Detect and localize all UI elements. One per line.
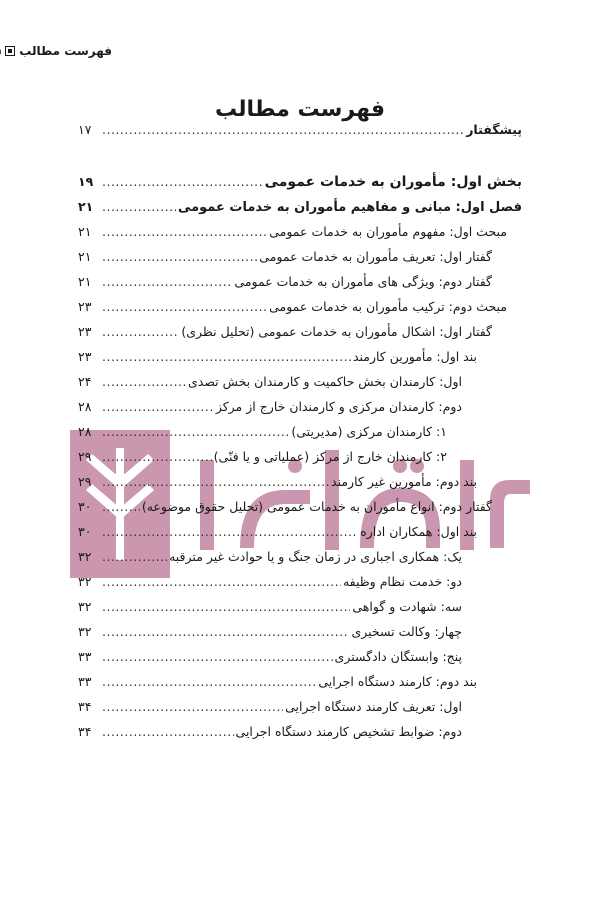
running-head-title: فهرست مطالب	[19, 44, 112, 58]
toc-entry[interactable]	[78, 497, 492, 517]
toc-entry-page: ۳۳	[78, 674, 92, 689]
toc-entry[interactable]	[78, 697, 462, 717]
toc-entry[interactable]	[78, 197, 522, 217]
toc-entry[interactable]	[78, 447, 447, 467]
toc-entry[interactable]	[78, 347, 477, 367]
toc-entry[interactable]	[78, 722, 462, 742]
toc-entry-title: بند اول: مأمورین کارمند	[352, 349, 477, 364]
dot-leader	[102, 597, 350, 617]
toc-entry-page: ۳۲	[78, 624, 92, 639]
toc-entry-title: اول: کارمندان بخش حاکمیت و کارمندان بخش تصدی	[188, 374, 462, 389]
toc-entry-title: یک: همکاری اجباری در زمان جنگ و یا حوادث غیر مترقبه	[169, 549, 462, 564]
dot-leader	[102, 647, 333, 667]
dot-leader	[102, 697, 283, 717]
toc-entry-page: ۲۱	[78, 274, 92, 289]
toc-entry[interactable]	[78, 422, 447, 442]
toc-entry-title: بند اول: همکاران اداره	[360, 524, 477, 539]
dot-leader	[102, 372, 186, 392]
toc-entry-title: دوم: کارمندان مرکزی و کارمندان خارج از مرکز	[215, 399, 462, 414]
toc-entry-title: گفتار اول: اشکال مأموران به خدمات عمومی (تحلیل نظری)	[181, 324, 492, 339]
dot-leader	[102, 297, 267, 317]
dot-leader	[102, 247, 257, 267]
toc-entry-title: ۱: کارمندان مرکزی (مدیریتی)	[291, 424, 447, 439]
dot-leader	[102, 120, 464, 140]
toc-entry-page: ۲۴	[78, 374, 92, 389]
dot-leader	[102, 347, 351, 367]
toc-entry-page: ۲۱	[78, 249, 92, 264]
toc-entry-page: ۲۱	[78, 224, 92, 239]
toc-entry-page: ۲۳	[78, 349, 92, 364]
toc-entry-page: ۱۹	[78, 174, 94, 189]
toc-entry[interactable]	[78, 472, 477, 492]
toc-entry-page: ۱۷	[78, 122, 92, 137]
toc-entry-title: سه: شهادت و گواهی	[352, 599, 462, 614]
toc-entry-page: ۳۴	[78, 699, 92, 714]
toc-entry[interactable]	[78, 622, 462, 642]
toc-entry-page: ۳۴	[78, 724, 92, 739]
toc-entry[interactable]	[78, 247, 492, 267]
toc-entry-page: ۳۲	[78, 574, 92, 589]
toc-entry-title: فصل اول: مبانی و مفاهیم مأموران به خدمات عمومی	[177, 200, 522, 215]
toc-entry-page: ۳۲	[78, 549, 92, 564]
toc-entry[interactable]	[78, 172, 522, 192]
toc-entry-page: ۳۳	[78, 649, 92, 664]
toc-entry[interactable]	[78, 597, 462, 617]
toc-entry-page: ۳۰	[78, 524, 92, 539]
toc-entry-title: بند دوم: کارمند دستگاه اجرایی	[318, 674, 477, 689]
dot-leader	[102, 397, 214, 417]
dot-leader	[102, 197, 176, 217]
toc-entry-page: ۳۰	[78, 499, 92, 514]
dot-leader	[102, 522, 358, 542]
toc-entry-page: ۳۲	[78, 599, 92, 614]
toc-entry[interactable]	[78, 647, 462, 667]
toc-entry-title: اول: تعریف کارمند دستگاه اجرایی	[285, 699, 462, 714]
dot-leader	[102, 272, 232, 292]
dot-leader	[102, 222, 267, 242]
toc-entry[interactable]	[78, 397, 462, 417]
dot-leader	[102, 572, 341, 592]
dot-leader	[102, 622, 349, 642]
toc-entry[interactable]	[78, 572, 462, 592]
toc-entry-page: ۲۱	[78, 199, 94, 214]
toc-entry[interactable]	[78, 272, 492, 292]
toc-entry-title: گفتار دوم: ویژگی های مأموران به خدمات عمومی	[234, 274, 492, 289]
toc-entry-title: مبحث اول: مفهوم مأموران به خدمات عمومی	[269, 224, 507, 239]
dot-leader	[102, 447, 212, 467]
toc-entry-title: مبحث دوم: ترکیب مأموران به خدمات عمومی	[269, 299, 507, 314]
toc-entry-page: ۲۹	[78, 449, 92, 464]
toc-entry[interactable]	[78, 120, 522, 140]
dot-leader	[102, 722, 234, 742]
toc-entry[interactable]	[78, 522, 477, 542]
toc-entry[interactable]	[78, 297, 507, 317]
dot-leader	[102, 672, 316, 692]
dot-leader	[102, 472, 329, 492]
dot-leader	[102, 172, 263, 192]
dot-leader	[102, 322, 179, 342]
toc-entry-title: گفتار دوم: انواع مأموران به خدمات عمومی (تحلیل حقوق موضوعه)	[141, 499, 492, 514]
toc-entry-title: دو: خدمت نظام وظیفه	[342, 574, 462, 589]
toc-entry-title: بند دوم: مأمورین غیر کارمند	[331, 474, 477, 489]
toc-entry[interactable]	[78, 547, 462, 567]
page-title: فهرست مطالب	[214, 97, 386, 122]
toc-entry-title: بخش اول: مأموران به خدمات عمومی	[264, 174, 522, 190]
toc-entry[interactable]	[78, 222, 507, 242]
toc-entry[interactable]	[78, 322, 492, 342]
toc-entry-page: ۲۳	[78, 299, 92, 314]
toc-entry-title: چهار: وکالت تسخیری	[351, 624, 462, 639]
toc-entry-title: گفتار اول: تعریف مأموران به خدمات عمومی	[259, 249, 492, 264]
dot-leader	[102, 422, 289, 442]
toc-entry-title: ۲: کارمندان خارج از مرکز (عملیاتی و یا فنّی)	[213, 449, 447, 464]
toc-entry-title: پیشگفتار	[466, 122, 522, 137]
toc-entry[interactable]	[78, 372, 462, 392]
toc-entry-page: ۲۸	[78, 424, 92, 439]
toc-entry-title: دوم: ضوابط تشخیص کارمند دستگاه اجرایی	[235, 724, 462, 739]
dot-leader	[102, 497, 140, 517]
toc-entry-title: پنج: وابستگان دادگستری	[334, 649, 462, 664]
dot-leader	[102, 547, 167, 567]
toc-entry-page: ۲۹	[78, 474, 92, 489]
toc-entry-page: ۲۸	[78, 399, 92, 414]
toc-entry-page: ۲۳	[78, 324, 92, 339]
toc-entry[interactable]	[78, 672, 477, 692]
